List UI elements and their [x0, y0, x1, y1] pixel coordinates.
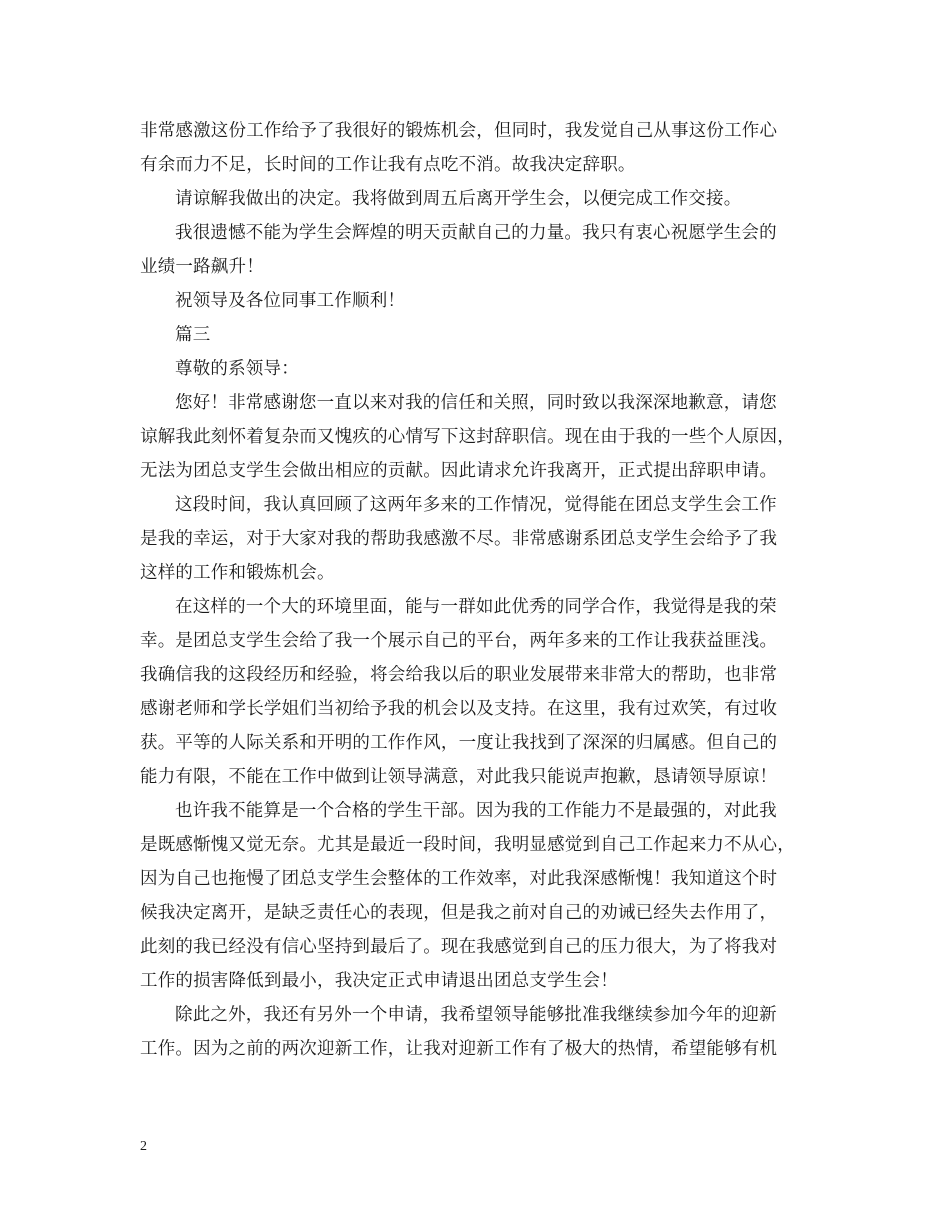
- text-line: 除此之外，我还有另外一个申请，我希望领导能够批准我继续参加今年的迎新: [175, 1005, 777, 1025]
- text-line: 获。平等的人际关系和开明的工作作风，一度让我找到了深深的归属感。但自己的: [140, 733, 778, 753]
- text-line: 这样的工作和锻炼机会。: [140, 563, 335, 583]
- text-line: 非常感激这份工作给予了我很好的锻炼机会，但同时，我发觉自己从事这份工作心: [140, 121, 778, 141]
- text-line: 能力有限，不能在工作中做到让领导满意，对此我只能说声抱歉，恳请领导原谅！: [140, 767, 778, 787]
- text-line: 在这样的一个大的环境里面，能与一群如此优秀的同学合作，我觉得是我的荣: [175, 597, 777, 617]
- text-line: 谅解我此刻怀着复杂而又愧疚的心情写下这封辞职信。现在由于我的一些个人原因，: [140, 427, 795, 447]
- text-line: 是我的幸运，对于大家对我的帮助我感激不尽。非常感谢系团总支学生会给予了我: [140, 529, 778, 549]
- text-line: 此刻的我已经没有信心坚持到最后了。现在我感觉到自己的压力很大，为了将我对: [140, 937, 778, 957]
- text-line: 尊敬的系领导：: [175, 359, 299, 379]
- text-line: 业绩一路飙升！: [140, 257, 264, 277]
- text-line: 工作。因为之前的两次迎新工作，让我对迎新工作有了极大的热情，希望能够有机: [140, 1039, 778, 1059]
- text-line: 篇三: [175, 325, 211, 345]
- text-line: 这段时间，我认真回顾了这两年多来的工作情况，觉得能在团总支学生会工作: [175, 495, 777, 515]
- text-line: 也许我不能算是一个合格的学生干部。因为我的工作能力不是最强的，对此我: [175, 801, 777, 821]
- text-line: 因为自己也拖慢了团总支学生会整体的工作效率，对此我深感惭愧！我知道这个时: [140, 869, 778, 889]
- text-line: 幸。是团总支学生会给了我一个展示自己的平台，两年多来的工作让我获益匪浅。: [140, 631, 778, 651]
- text-line: 候我决定离开，是缺乏责任心的表现，但是我之前对自己的劝诫已经失去作用了，: [140, 903, 778, 923]
- text-line: 有余而力不足，长时间的工作让我有点吃不消。故我决定辞职。: [140, 155, 636, 175]
- text-line: 请谅解我做出的决定。我将做到周五后离开学生会，以便完成工作交接。: [175, 189, 742, 209]
- text-line: 无法为团总支学生会做出相应的贡献。因此请求允许我离开，正式提出辞职申请。: [140, 461, 778, 481]
- text-line: 感谢老师和学长学姐们当初给予我的机会以及支持。在这里，我有过欢笑，有过收: [140, 699, 778, 719]
- page-number: 2: [140, 1139, 147, 1154]
- document-body: [140, 114, 820, 1066]
- text-line: 您好！非常感谢您一直以来对我的信任和关照，同时致以我深深地歉意，请您: [175, 393, 777, 413]
- text-line: 工作的损害降低到最小，我决定正式申请退出团总支学生会！: [140, 971, 618, 991]
- text-line: 我确信我的这段经历和经验，将会给我以后的职业发展带来非常大的帮助，也非常: [140, 665, 778, 685]
- text-line: 是既感惭愧又觉无奈。尤其是最近一段时间，我明显感觉到自己工作起来力不从心，: [140, 835, 795, 855]
- text-line: 我很遗憾不能为学生会辉煌的明天贡献自己的力量。我只有衷心祝愿学生会的: [175, 223, 777, 243]
- text-line: 祝领导及各位同事工作顺利！: [175, 291, 406, 311]
